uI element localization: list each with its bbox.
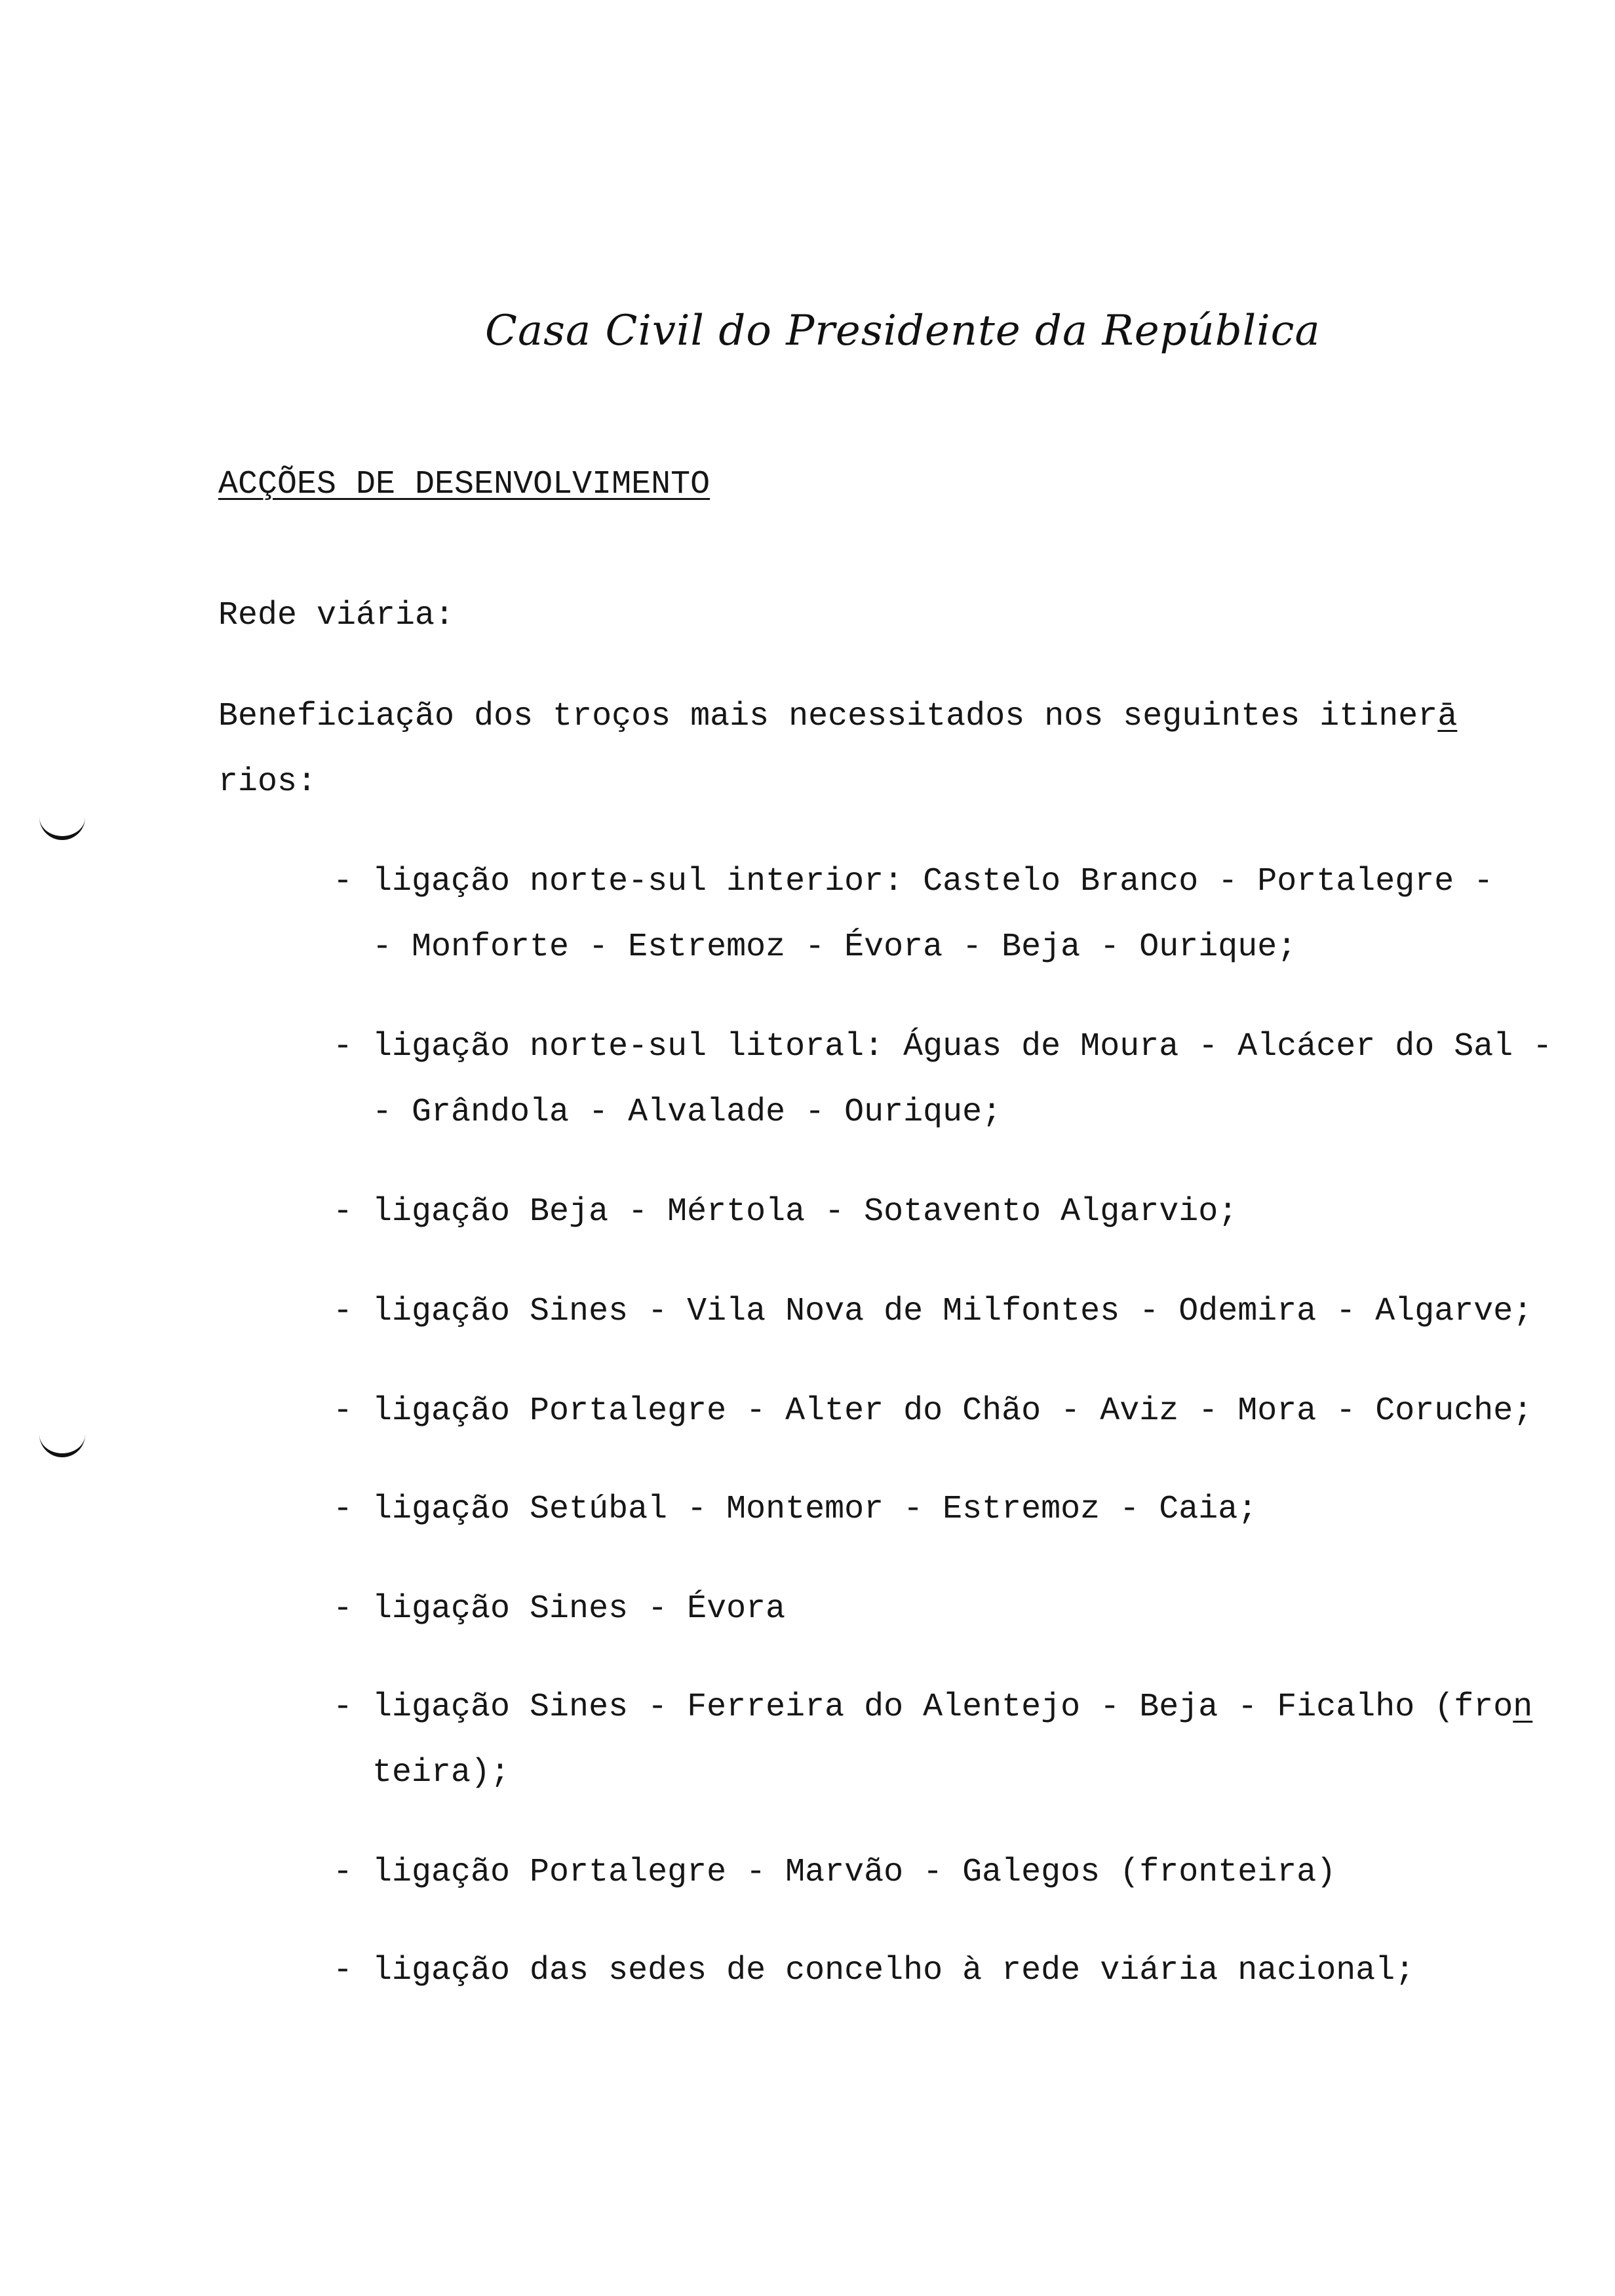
- list-item: - ligação norte-sul interior: Castelo Branco - Portalegre -: [333, 863, 1494, 900]
- letterhead: Casa Civil do Presidente da República: [485, 307, 1321, 355]
- intro-line-2: rios:: [218, 763, 317, 801]
- page-heading: ACÇÕES DE DESENVOLVIMENTO: [218, 466, 710, 503]
- list-item: - ligação Portalegre - Alter do Chão - Aviz - Mora - Coruche;: [333, 1392, 1533, 1430]
- list-item-continuation: teira);: [372, 1754, 511, 1791]
- list-item: - ligação norte-sul litoral: Águas de Moura - Alcácer do Sal -: [333, 1028, 1553, 1065]
- list-item: - ligação Beja - Mértola - Sotavento Algarvio;: [333, 1193, 1238, 1231]
- list-item: - ligação Setúbal - Montemor - Estremoz - Caia;: [333, 1491, 1258, 1528]
- list-item-continuation: - Monforte - Estremoz - Évora - Beja - Ourique;: [372, 928, 1297, 966]
- list-item: - ligação Portalegre - Marvão - Galegos (fronteira): [333, 1854, 1336, 1891]
- section-label: Rede viária:: [218, 597, 455, 634]
- list-item: - ligação Sines - Vila Nova de Milfontes - Odemira - Algarve;: [333, 1293, 1533, 1330]
- intro-line-1: [218, 697, 1457, 737]
- intro-hyphen-mark: ā: [1437, 698, 1458, 735]
- list-item-continuation: - Grândola - Alvalade - Ourique;: [372, 1094, 1002, 1131]
- punch-hole-mark: [39, 814, 85, 840]
- list-item-hyphen-mark: n: [1513, 1689, 1533, 1726]
- punch-hole-mark: [39, 1431, 85, 1457]
- list-item: - ligação das sedes de concelho à rede viária nacional;: [333, 1952, 1415, 1989]
- list-item-text: - ligação Sines - Ferreira do Alentejo - Beja - Ficalho (fro: [333, 1689, 1513, 1726]
- list-item: - ligação Sines - Évora: [333, 1590, 786, 1628]
- list-item: [333, 1688, 1532, 1727]
- intro-text: Beneficiação dos troços mais necessitados nos seguintes itiner: [218, 698, 1438, 735]
